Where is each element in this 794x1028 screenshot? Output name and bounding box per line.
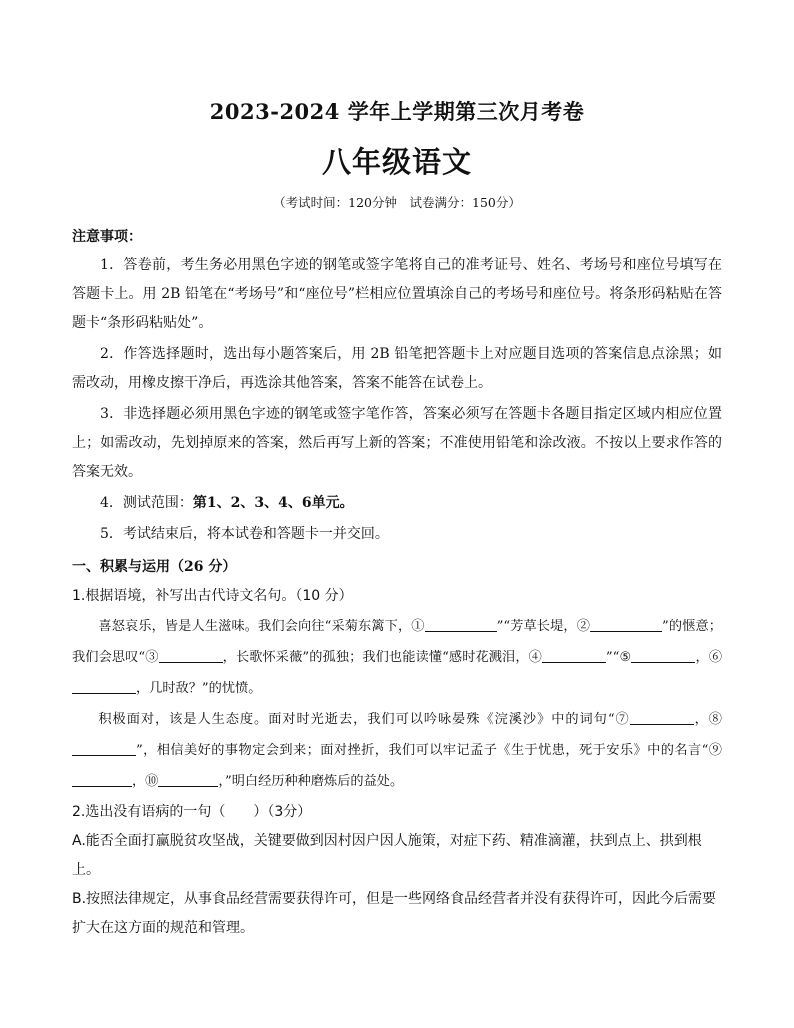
answer-blank-1[interactable] — [425, 615, 497, 632]
notice-item-4 — [72, 489, 722, 518]
answer-blank-7[interactable] — [630, 708, 694, 725]
section-1-heading: 一、积累与运用（26 分） — [72, 559, 237, 575]
q1-text: ”“⑤ — [605, 650, 632, 665]
question-1-paragraph-1 — [72, 611, 722, 704]
q1-text: ”“芳草长堤，② — [496, 619, 591, 634]
q1-text: 积极面对，该是人生态度。面对时光逝去，我们可以吟咏晏殊《浣溪沙》中的词句“⑦ — [98, 712, 630, 727]
q1-text: 喜怒哀乐，皆是人生滋味。我们会向往“采菊东篱下，① — [98, 619, 425, 634]
answer-blank-3[interactable] — [159, 646, 223, 663]
answer-blank-2[interactable] — [590, 615, 662, 632]
exam-meta: （考试时间：120分钟 试卷满分：150分） — [273, 195, 521, 210]
answer-blank-8[interactable] — [72, 739, 136, 756]
notice-item-2: 2．作答选择题时，选出每小题答案后，用 2B 铅笔把答题卡上对应题目选项的答案信息点涂黑；如需改动，用橡皮擦干净后，再选涂其他答案，答案不能答在试卷上。 — [72, 346, 722, 391]
question-1-stem: 1.根据语境，补写出古代诗文名句。（10 分） — [72, 588, 353, 604]
answer-blank-6[interactable] — [72, 677, 136, 694]
notice-item-1: 1．答卷前，考生务必用黑色字迹的钢笔或签字笔将自己的准考证号、姓名、考场号和座位号填写在答题卡上。用 2B 铅笔在“考场号”和“座位号”栏相应位置填涂自己的考场号和座位号。将条形码粘贴在答题卡“条形码粘贴处”。 — [72, 257, 722, 331]
answer-blank-9[interactable] — [72, 770, 132, 787]
notice-item-4-scope: 第1、2、3、4、6单元。 — [192, 495, 354, 511]
q1-text: ，⑧ — [693, 712, 722, 727]
answer-blank-10[interactable] — [158, 770, 218, 787]
notice-item-5: 5．考试结束后，将本试卷和答题卡一并交回。 — [100, 526, 389, 542]
answer-blank-4[interactable] — [542, 646, 606, 663]
exam-content — [72, 223, 722, 943]
q1-text: ，几时敌？”的忧愤。 — [136, 681, 262, 696]
notice-item-3: 3．非选择题必须用黑色字迹的钢笔或签字笔作答，答案必须写在答题卡各题目指定区域内相应位置上；如需改动，先划掉原来的答案，然后再写上新的答案；不准使用铅笔和涂改液。不按以上要求作答的答案无效。 — [72, 406, 722, 480]
q1-text: ，⑥ — [695, 650, 723, 665]
q1-text: ，⑩ — [132, 774, 159, 789]
question-1-paragraph-2 — [72, 704, 722, 797]
q1-text: ”的惬意；我们会思叹“③ — [72, 619, 722, 665]
exam-subtitle: 八年级语文 — [321, 145, 472, 179]
question-2-option-b[interactable]: B.按照法律规定，从事食品经营需要获得许可，但是一些网络食品经营者并没有获得许可，因此今后需要扩大在这方面的规范和管理。 — [72, 891, 717, 936]
q1-text: ”，相信美好的事物定会到来；面对挫折，我们可以牢记孟子《生于忧患，死于安乐》中的名言“⑨ — [136, 743, 722, 758]
q1-text: ，长歌怀采薇”的孤独；我们也能读懂“感时花溅泪，④ — [222, 650, 542, 665]
exam-title: 2023-2024 学年上学期第三次月考卷 — [209, 99, 585, 124]
notice-heading: 注意事项： — [72, 229, 142, 245]
q1-text: ，”明白经历种种磨炼后的益处。 — [218, 774, 404, 789]
notice-item-4-prefix: 4．测试范围： — [100, 495, 193, 511]
question-2-stem: 2.选出没有语病的一句（ ）（3分） — [72, 804, 312, 820]
answer-blank-5[interactable] — [631, 646, 695, 663]
question-2-option-a[interactable]: A.能否全面打赢脱贫攻坚战，关键要做到因村因户因人施策，对症下药、精准滴灌，扶到点上、拱到根上。 — [72, 833, 702, 878]
